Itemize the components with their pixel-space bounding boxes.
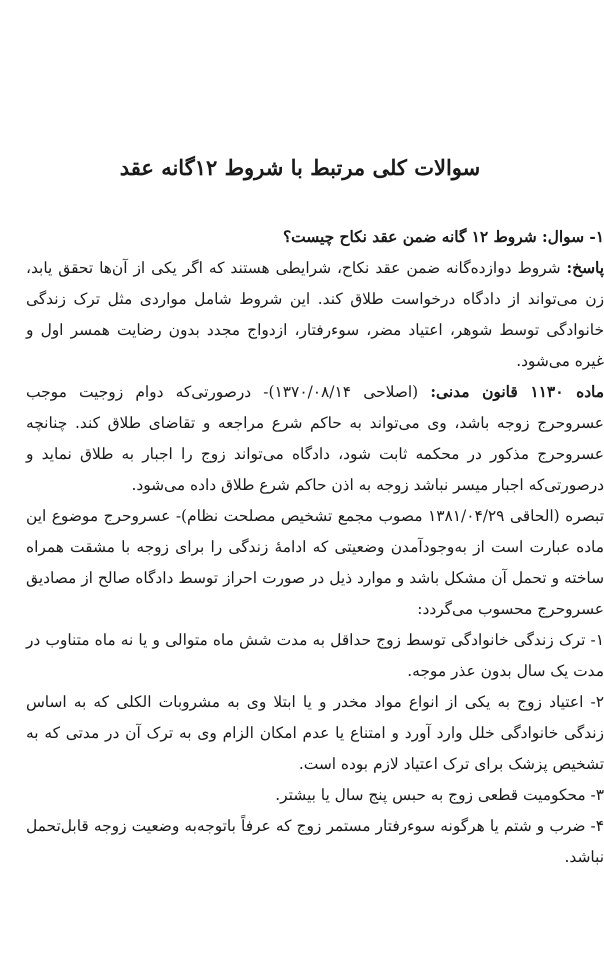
list-item: ۳- محکومیت قطعی زوج به حبس پنج سال یا بیشتر. bbox=[275, 786, 604, 804]
answer-text: شروط دوازده‌گانه ضمن عقد نکاح، شرایطی هستند که اگر یکی از آن‌ها تحقق یابد، زن می‌تواند از دادگاه درخواست طلاق کند. این شروط شامل مواردی مثل ترک زندگی خانوادگی توسط شوهر، اعتیاد مضر، سوءرفتار، ازدواج مجدد بدون رضایت همسر اول و غیره می‌شود. bbox=[26, 259, 604, 370]
question-1: ۱- سوال: شروط ۱۲ گانه ضمن عقد نکاح چیست؟ bbox=[283, 228, 604, 246]
page-body bbox=[26, 222, 604, 873]
list-item: ۱- ترک زندگی خانوادگی توسط زوج حداقل به مدت شش ماه متوالی و یا نه ماه متناوب در مدت یک سال بدون عذر موجه. bbox=[26, 631, 604, 680]
article-text: (اصلاحی ۱۳۷۰/۰۸/۱۴)- درصورتی‌که دوام زوجیت موجب عسروحرج زوجه باشد، وی می‌تواند به حاکم شرع مراجعه و تقاضای طلاق کند. چنانچه عسروحرج مذکور در محکمه ثابت شود، دادگاه می‌تواند زوج را اجبار به طلاق نماید و درصورتی‌که اجبار میسر نباشد زوجه به اذن حاکم شرع طلاق داده می‌شود. bbox=[26, 383, 604, 494]
list-item: ۴- ضرب و شتم یا هرگونه سوءرفتار مستمر زوج که عرفاً باتوجه‌به وضعیت زوجه قابل‌تحمل نباشد. bbox=[26, 817, 604, 866]
page-title: سوالات کلی مرتبط با شروط ۱۲گانه عقد bbox=[119, 155, 481, 180]
answer-label: پاسخ: bbox=[566, 259, 604, 277]
article-1130 bbox=[26, 377, 604, 501]
note-paragraph: تبصره (الحاقی ۱۳۸۱/۰۴/۲۹ مصوب مجمع تشخیص مصلحت نظام)- عسروحرج موضوع این ماده عبارت است از به‌وجودآمدن وضعیتی که ادامهٔ زندگی را برای زوجه با مشقت همراه ساخته و تحمل آن مشکل باشد و موارد ذیل در صورت احراز توسط دادگاه صالح از مصادیق عسروحرج محسوب می‌گردد: bbox=[26, 507, 604, 618]
answer-1 bbox=[26, 253, 604, 377]
list-item: ۲- اعتیاد زوج به یکی از انواع مواد مخدر و یا ابتلا وی به مشروبات الکلی که به اساس زندگی خانوادگی خلل وارد آورد و امتناع یا عدم امکان الزام وی به ترک آن در مدتی که به تشخیص پزشک برای ترک اعتیاد لازم بوده است. bbox=[26, 693, 604, 773]
article-label: ماده ۱۱۳۰ قانون مدنی: bbox=[430, 383, 604, 401]
